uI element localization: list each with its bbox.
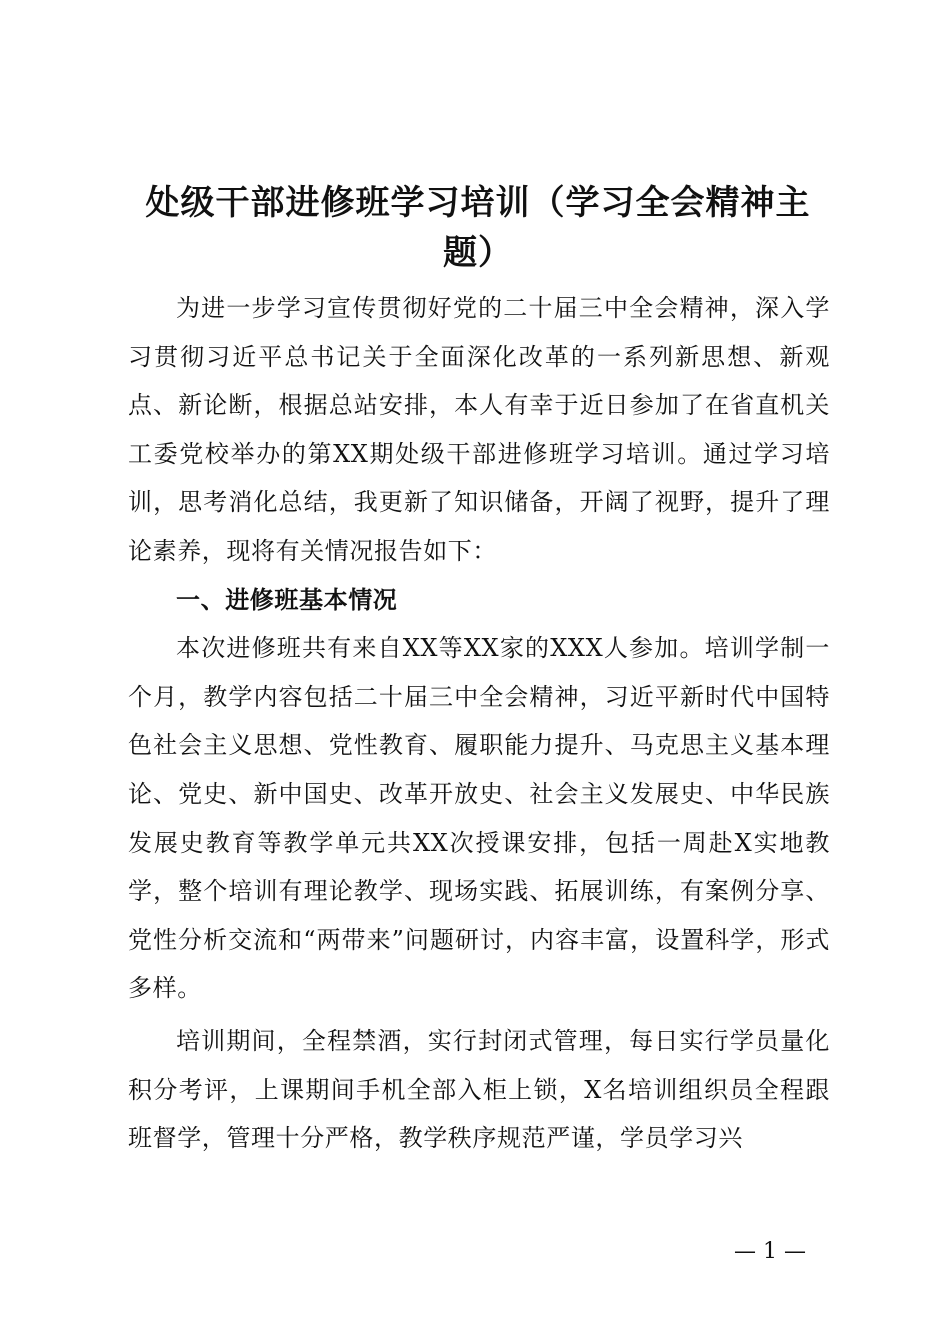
page-number: — 1 — (734, 1239, 806, 1264)
paragraph-training-management: 培训期间，全程禁酒，实行封闭式管理，每日实行学员量化积分考评，上课期间手机全部入柜上锁，X名培训组织员全程跟班督学，管理十分严格，教学秩序规范严谨，学员学习兴 (128, 1026, 830, 1153)
document-title: 处级干部进修班学习培训（学习全会精神主题） (145, 183, 811, 273)
section-heading-1: 一、进修班基本情况 (176, 585, 398, 614)
paragraph-intro: 为进一步学习宣传贯彻好党的二十届三中全会精神，深入学习贯彻习近平总书记关于全面深化改革的一系列新思想、新观点、新论断，根据总站安排，本人有幸于近日参加了在省直机关工委党校举办的第XX期处级干部进修班学习培训。通过学习培训，思考消化总结，我更新了知识储备，开阔了视野，提升了理论素养，现将有关情况报告如下： (128, 294, 830, 565)
paragraph-class-overview: 本次进修班共有来自XX等XX家的XXX人参加。培训学制一个月，教学内容包括二十届三中全会精神，习近平新时代中国特色社会主义思想、党性教育、履职能力提升、马克思主义基本理论、党史、新中国史、改革开放史、社会主义发展史、中华民族发展史教育等教学单元共XX次授课安排，包括一周赴X实地教学，整个培训有理论教学、现场实践、拓展训练，有案例分享、党性分析交流和“两带来”问题研讨，内容丰富，设置科学，形式多样。 (128, 634, 830, 1003)
document-body (128, 284, 830, 1163)
